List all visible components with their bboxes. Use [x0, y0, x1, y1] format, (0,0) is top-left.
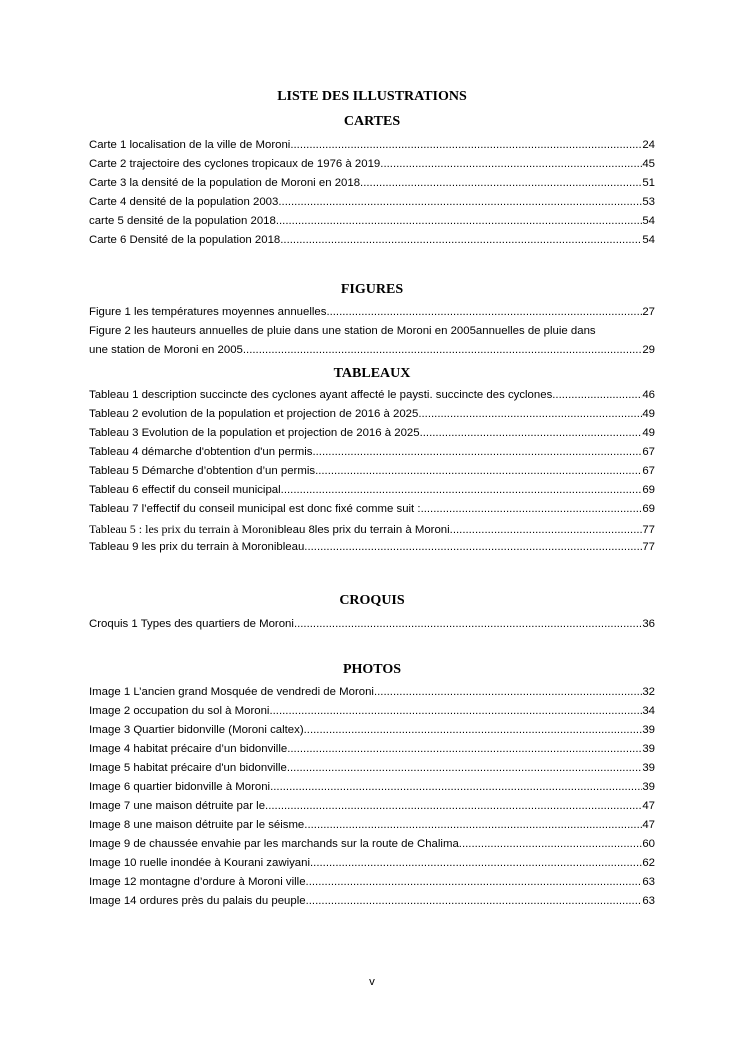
toc-entry[interactable]: Croquis 1 Types des quartiers de Moroni ..... 36 [89, 618, 655, 637]
page-ref: 47 [642, 800, 655, 812]
toc-entry[interactable]: Image 14 ordures près du palais du peuple ..... 63 [89, 895, 655, 914]
toc-entry[interactable]: Tableau 7 l’effectif du conseil municipal est donc fixé comme suit : ..... 69 [89, 503, 655, 522]
page-ref: 60 [642, 838, 655, 850]
toc-entry[interactable]: Carte 3 la densité de la population de Moroni en 2018 ..... 51 [89, 177, 655, 196]
toc-entry[interactable]: Tableau 6 effectif du conseil municipal ..... 69 [89, 484, 655, 503]
page-ref: 63 [642, 895, 655, 907]
toc-entry[interactable]: Carte 2 trajectoire des cyclones tropicaux de 1976 à 2019 ..... 45 [89, 158, 655, 177]
toc-entry[interactable]: Figure 1 les températures moyennes annuelles ..... 27 [89, 306, 655, 325]
list-tableaux [89, 389, 655, 560]
toc-entry[interactable]: Image 5 habitat précaire d'un bidonville ..... 39 [89, 762, 655, 781]
page-ref: 39 [642, 762, 655, 774]
page-ref: 39 [642, 743, 655, 755]
page-ref: 36 [642, 618, 655, 630]
page-ref: 49 [642, 408, 655, 420]
page-ref: 54 [642, 234, 655, 246]
page-ref: 53 [642, 196, 655, 208]
page-ref: 51 [642, 177, 655, 189]
page-ref: 45 [642, 158, 655, 170]
page-ref: 67 [642, 465, 655, 477]
page-ref: 69 [642, 503, 655, 515]
list-croquis [89, 618, 655, 637]
toc-entry[interactable]: Carte 6 Densité de la population 2018 ..... 54 [89, 234, 655, 253]
page-ref: 39 [642, 724, 655, 736]
toc-entry[interactable]: Tableau 5 : les prix du terrain à Moroni bleau 8les prix du terrain à Moroni ..... 77 [89, 522, 655, 541]
toc-entry[interactable]: Image 4 habitat précaire d’un bidonville ..... 39 [89, 743, 655, 762]
list-cartes [89, 139, 655, 253]
toc-entry[interactable]: Figure 2 les hauteurs annuelles de pluie dans une station de Moroni en 2005annuelles de pluie dans une station de Moroni en 2005 ..... 29 [89, 325, 655, 363]
toc-entry[interactable]: carte 5 densité de la population 2018 ..... 54 [89, 215, 655, 234]
section-heading-tableaux: TABLEAUX [333, 366, 411, 381]
page-ref: 24 [642, 139, 655, 151]
page-ref: 34 [642, 705, 655, 717]
list-photos [89, 686, 655, 914]
toc-entry[interactable]: Image 12 montagne d’ordure à Moroni ville ..... 63 [89, 876, 655, 895]
toc-entry[interactable]: Tableau 2 evolution de la population et projection de 2016 à 2025 ..... 49 [89, 408, 655, 427]
toc-entry[interactable]: Image 7 une maison détruite par le ..... 47 [89, 800, 655, 819]
section-heading-croquis: CROQUIS [339, 593, 405, 608]
toc-entry[interactable]: Image 6 quartier bidonville à Moroni ..... 39 [89, 781, 655, 800]
toc-entry[interactable]: Image 3 Quartier bidonville (Moroni caltex) ..... 39 [89, 724, 655, 743]
section-heading-figures: FIGURES [340, 282, 404, 297]
section-heading-photos: PHOTOS [342, 662, 402, 677]
page-ref: 47 [642, 819, 655, 831]
page-ref: 62 [642, 857, 655, 869]
toc-entry[interactable]: Image 1 L’ancien grand Mosquée de vendredi de Moroni ..... 32 [89, 686, 655, 705]
page-ref: 49 [642, 427, 655, 439]
toc-entry[interactable]: Carte 1 localisation de la ville de Moroni ..... 24 [89, 139, 655, 158]
list-figures [89, 306, 655, 363]
page-ref: 32 [642, 686, 655, 698]
toc-entry[interactable]: Image 2 occupation du sol à Moroni ..... 34 [89, 705, 655, 724]
document-page [89, 0, 655, 1053]
page-ref: 77 [642, 524, 655, 536]
toc-entry[interactable]: Carte 4 densité de la population 2003 ..... 53 [89, 196, 655, 215]
page-number: v [369, 976, 375, 988]
page-ref: 29 [642, 344, 655, 356]
toc-entry[interactable]: Image 10 ruelle inondée à Kourani zawiyani ..... 62 [89, 857, 655, 876]
page-ref: 77 [642, 541, 655, 553]
toc-entry[interactable]: Image 9 de chaussée envahie par les marchands sur la route de Chalima ..... 60 [89, 838, 655, 857]
toc-entry[interactable]: Tableau 9 les prix du terrain à Moronibleau ..... 77 [89, 541, 655, 560]
page-ref: 27 [642, 306, 655, 318]
page-ref: 63 [642, 876, 655, 888]
toc-entry[interactable]: Image 8 une maison détruite par le séisme ..... 47 [89, 819, 655, 838]
page-ref: 39 [642, 781, 655, 793]
toc-entry[interactable]: Tableau 1 description succincte des cyclones ayant affecté le paysti. succincte des cyclones ..... 46 [89, 389, 655, 408]
section-heading-cartes: CARTES [343, 114, 401, 129]
page-ref: 46 [642, 389, 655, 401]
toc-entry[interactable]: Tableau 5 Démarche d’obtention d’un permis ..... 67 [89, 465, 655, 484]
page-ref: 67 [642, 446, 655, 458]
toc-entry[interactable]: Tableau 4 démarche d'obtention d'un permis ..... 67 [89, 446, 655, 465]
toc-entry[interactable]: Tableau 3 Evolution de la population et projection de 2016 à 2025 ..... 49 [89, 427, 655, 446]
page-title: LISTE DES ILLUSTRATIONS [277, 89, 467, 104]
page-ref: 69 [642, 484, 655, 496]
page-ref: 54 [642, 215, 655, 227]
